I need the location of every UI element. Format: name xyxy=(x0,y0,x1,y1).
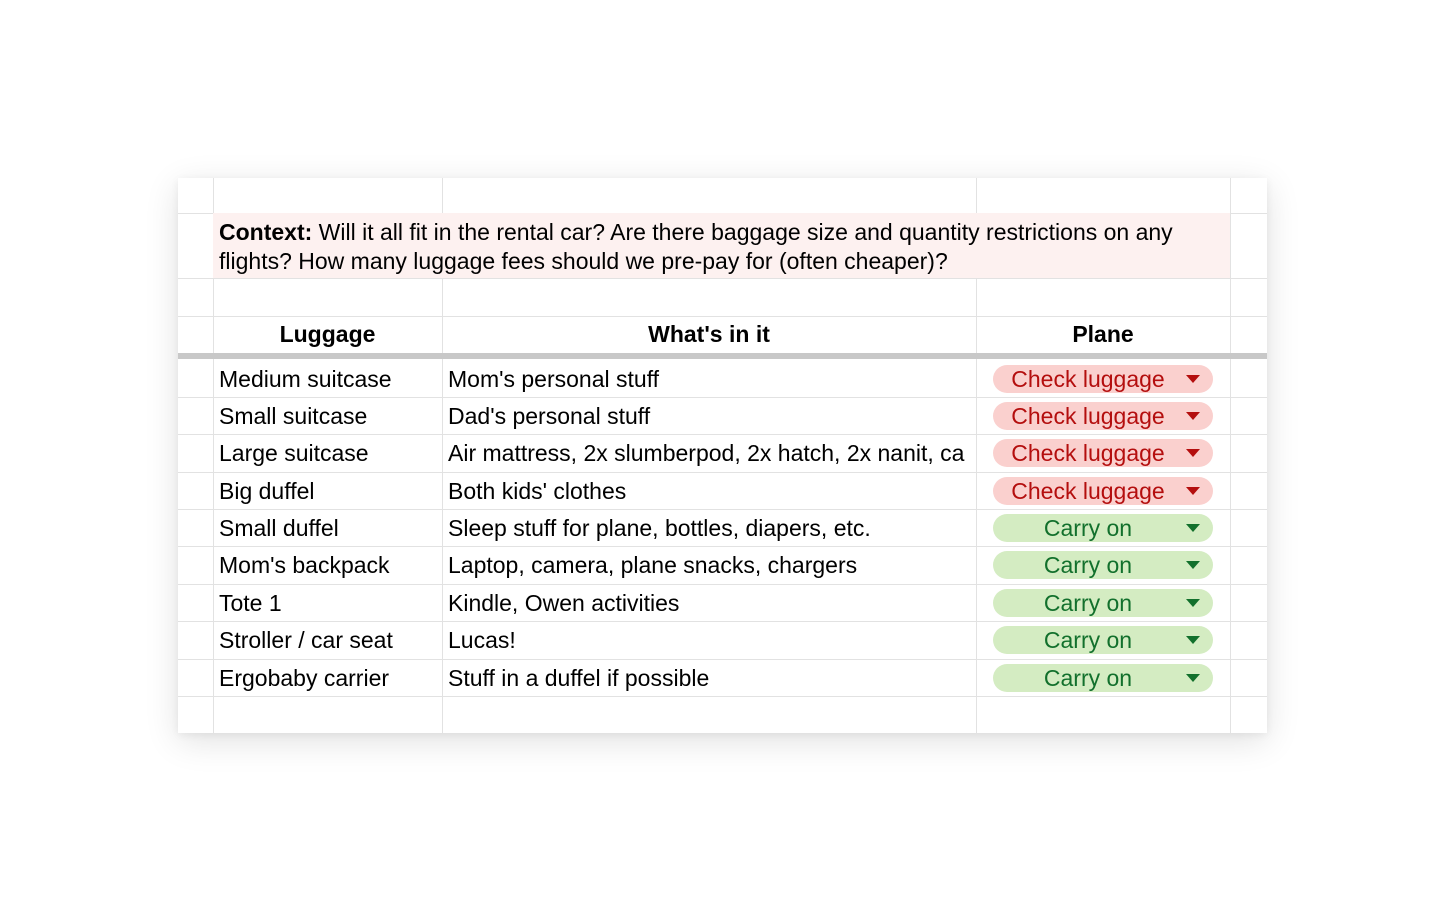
plane-status-dropdown[interactable] xyxy=(993,626,1213,654)
table-row-luggage[interactable]: Big duffel xyxy=(219,478,315,504)
table-row-contents[interactable]: Sleep stuff for plane, bottles, diapers, etc. xyxy=(448,515,871,541)
plane-status-label: Carry on xyxy=(1043,552,1133,578)
table-row-luggage[interactable]: Tote 1 xyxy=(219,590,282,616)
plane-status-label: Check luggage xyxy=(1011,366,1165,392)
plane-status-label: Carry on xyxy=(1043,590,1133,616)
caret-down-icon xyxy=(1186,375,1200,383)
caret-down-icon xyxy=(1186,412,1200,420)
plane-status-dropdown[interactable] xyxy=(993,514,1213,542)
plane-status-label: Check luggage xyxy=(1011,403,1165,429)
table-row-contents[interactable]: Stuff in a duffel if possible xyxy=(448,665,710,691)
grid-line xyxy=(1230,178,1231,733)
table-row-contents[interactable]: Mom's personal stuff xyxy=(448,366,660,392)
table-row-luggage[interactable]: Ergobaby carrier xyxy=(219,665,390,691)
spreadsheet-grid xyxy=(178,178,1267,733)
plane-status-dropdown[interactable] xyxy=(993,589,1213,617)
plane-status-dropdown[interactable] xyxy=(993,439,1213,467)
caret-down-icon xyxy=(1186,449,1200,457)
table-row-contents[interactable]: Both kids' clothes xyxy=(448,478,627,504)
context-cell[interactable] xyxy=(213,213,1230,278)
plane-status-dropdown[interactable] xyxy=(993,365,1213,393)
table-row-contents[interactable]: Kindle, Owen activities xyxy=(448,590,680,616)
caret-down-icon xyxy=(1186,674,1200,682)
context-text: Will it all fit in the rental car? Are there baggage size and quantity restrictions on any flights? How many luggage fees should we pre-pay for (often cheaper)? xyxy=(219,219,1173,274)
context-label: Context: xyxy=(219,219,313,245)
table-row-luggage[interactable]: Large suitcase xyxy=(219,440,369,466)
frozen-row-divider[interactable] xyxy=(178,353,1267,359)
plane-status-dropdown[interactable] xyxy=(993,402,1213,430)
plane-status-dropdown[interactable] xyxy=(993,664,1213,692)
caret-down-icon xyxy=(1186,487,1200,495)
caret-down-icon xyxy=(1186,636,1200,644)
plane-status-label: Carry on xyxy=(1043,515,1133,541)
table-row-contents[interactable]: Lucas! xyxy=(448,627,516,653)
caret-down-icon xyxy=(1186,561,1200,569)
table-row-contents[interactable]: Laptop, camera, plane snacks, chargers xyxy=(448,552,858,578)
header-plane[interactable]: Plane xyxy=(1072,321,1134,347)
table-row-contents[interactable]: Air mattress, 2x slumberpod, 2x hatch, 2x nanit, ca xyxy=(448,440,965,466)
plane-status-label: Check luggage xyxy=(1011,478,1165,504)
table-row-contents[interactable]: Dad's personal stuff xyxy=(448,403,651,429)
caret-down-icon xyxy=(1186,524,1200,532)
plane-status-label: Carry on xyxy=(1043,627,1133,653)
plane-status-dropdown[interactable] xyxy=(993,551,1213,579)
plane-status-label: Check luggage xyxy=(1011,440,1165,466)
plane-status-label: Carry on xyxy=(1043,665,1133,691)
table-row-luggage[interactable]: Medium suitcase xyxy=(219,366,392,392)
table-row-luggage[interactable]: Mom's backpack xyxy=(219,552,390,578)
caret-down-icon xyxy=(1186,599,1200,607)
table-row-luggage[interactable]: Stroller / car seat xyxy=(219,627,393,653)
header-luggage[interactable]: Luggage xyxy=(279,321,376,347)
table-row-luggage[interactable]: Small duffel xyxy=(219,515,339,541)
plane-status-dropdown[interactable] xyxy=(993,477,1213,505)
grid-line xyxy=(178,278,1267,279)
table-row-luggage[interactable]: Small suitcase xyxy=(219,403,368,429)
header-contents[interactable]: What's in it xyxy=(648,321,770,347)
